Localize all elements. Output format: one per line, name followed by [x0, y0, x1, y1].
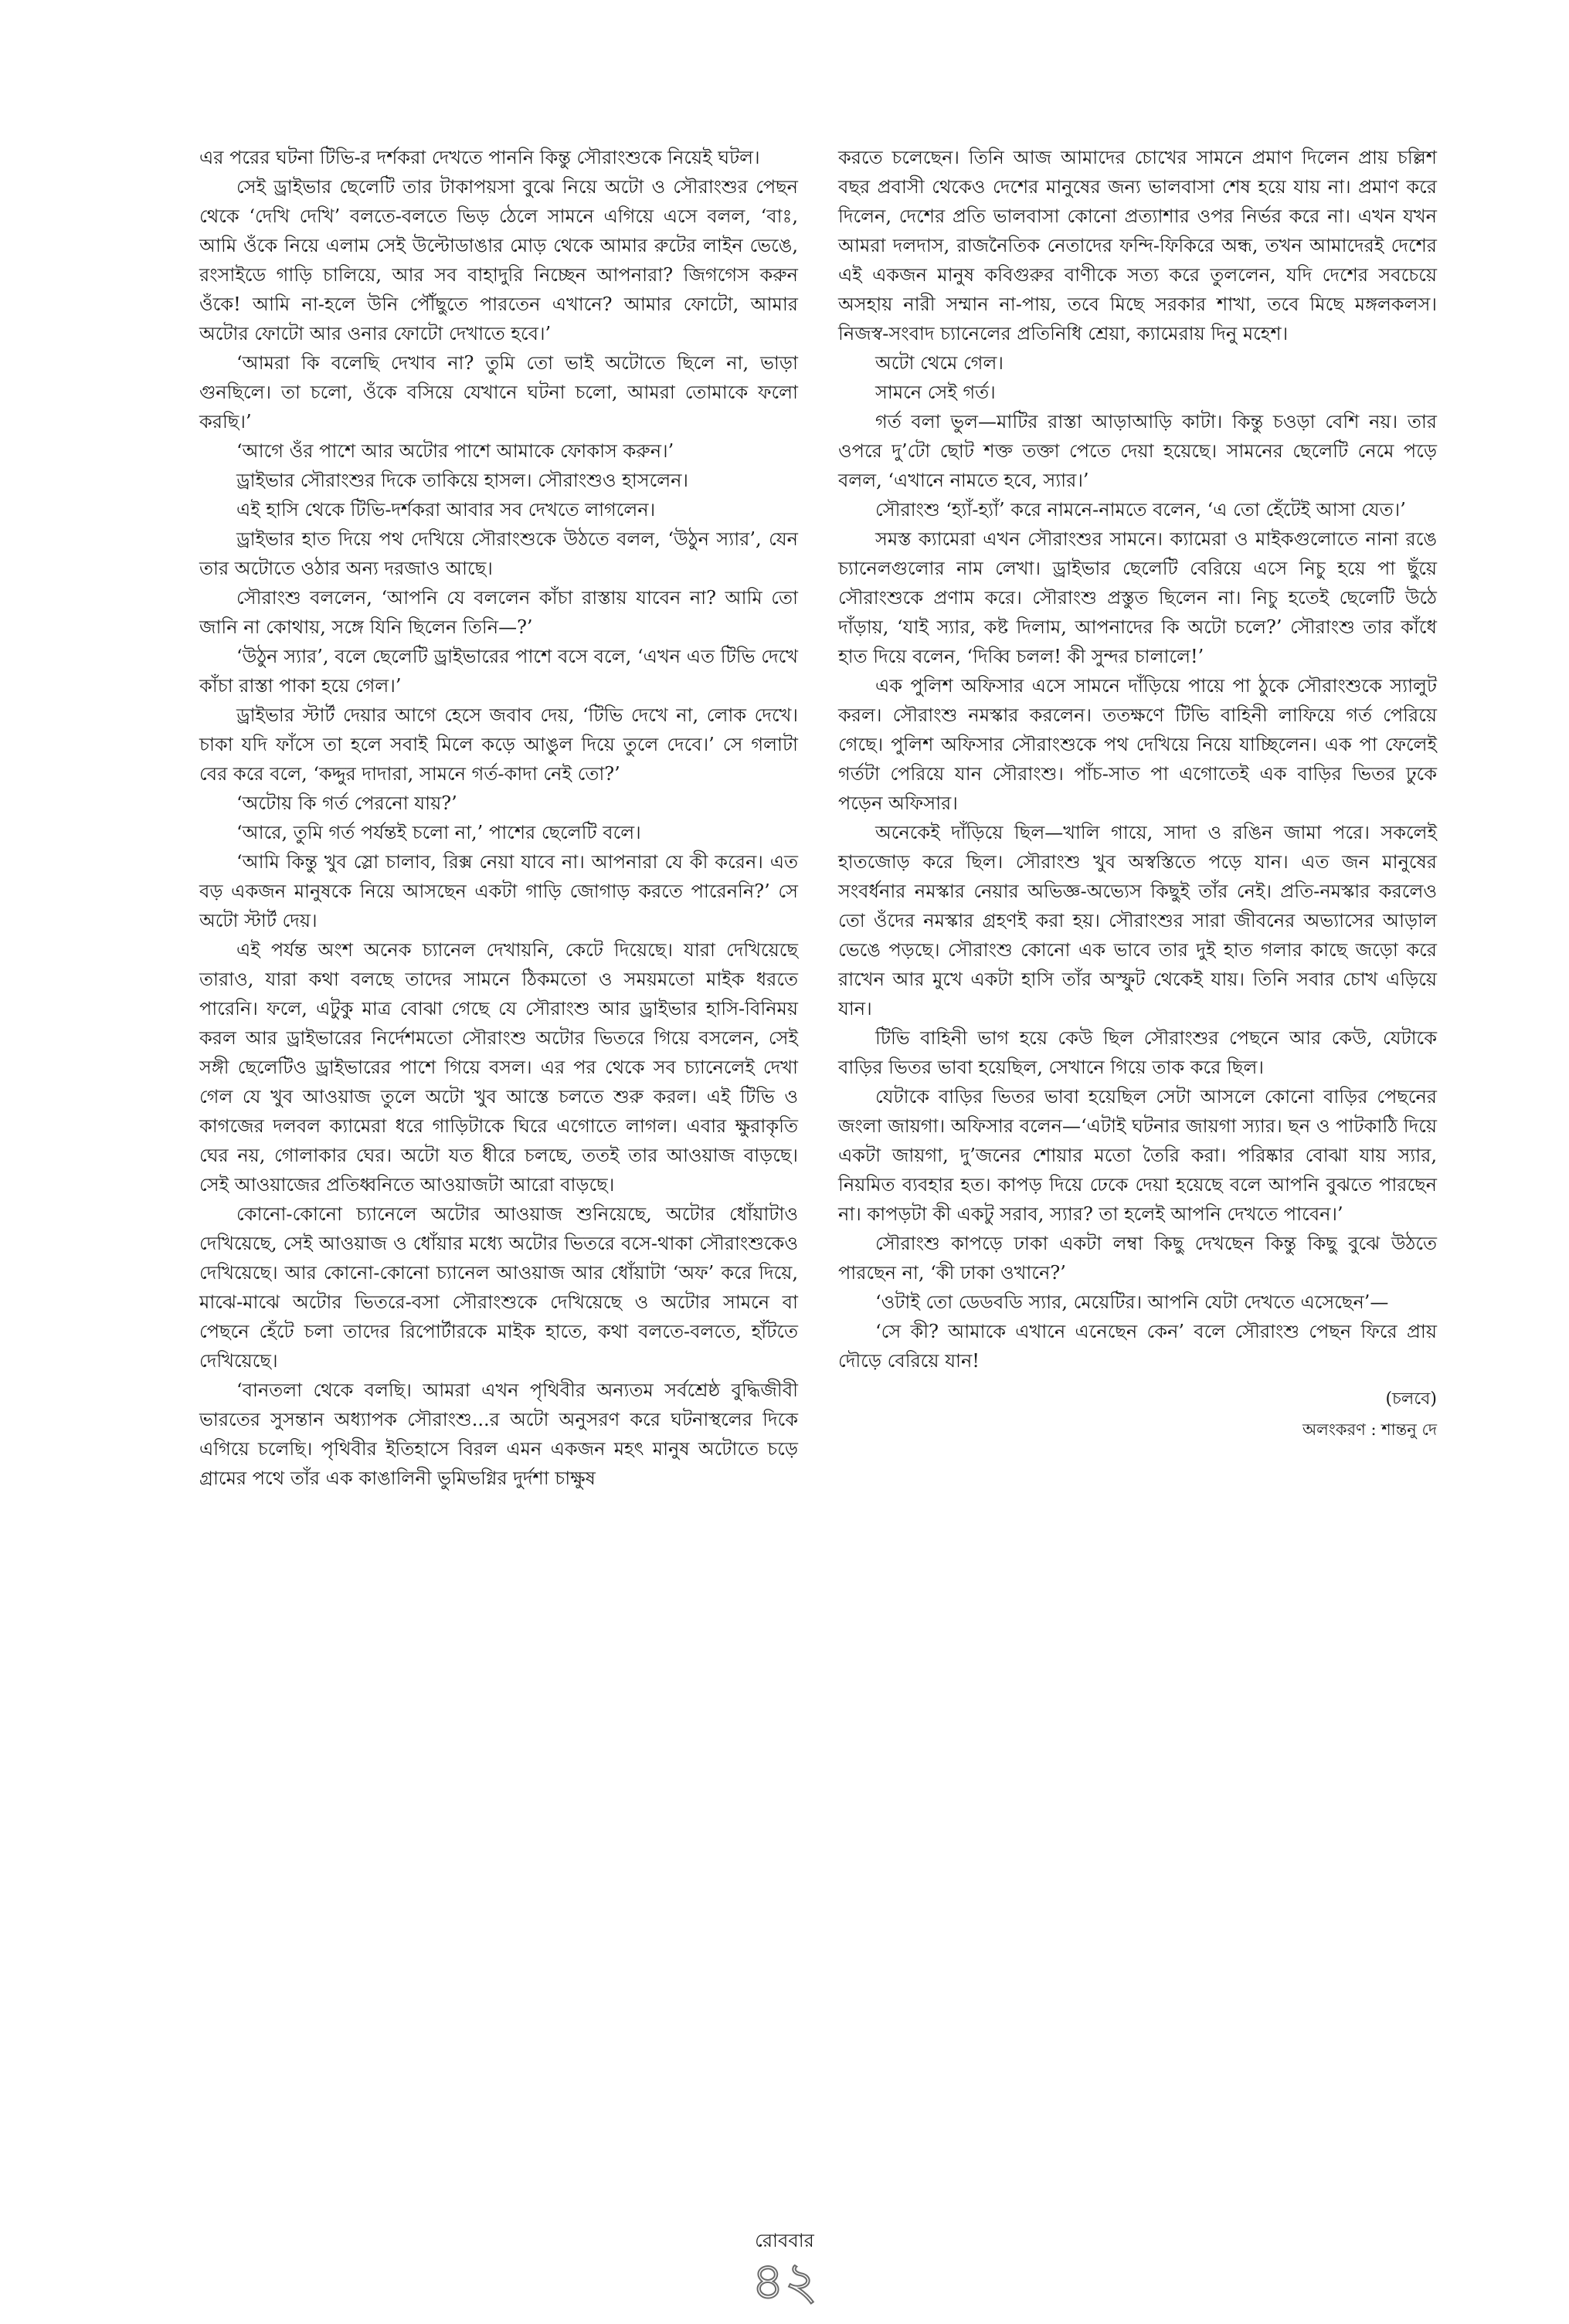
- paragraph: অটো থেমে গেল।: [875, 352, 1004, 374]
- paragraph: ‘আমি কিন্তু খুব স্লো চালাব, রিক্স নেয়া যাবে না। আপনারা যে কী করেন। এত বড় একজন মানুষকে নিয়ে আসছেন একটা গাড়ি জোগাড় করতে পারেননি?’ সে অটো স্টার্ট দেয়।: [199, 851, 798, 931]
- illustration-credit: অলংকরণ : শান্তনু দে: [1302, 1420, 1437, 1439]
- paragraph: সমস্ত ক্যামেরা এখন সৌরাংশুর সামনে। ক্যামেরা ও মাইকগুলোতে নানা রঙে চ্যানেলগুলোর নাম লেখা। ড্রাইভার ছেলেটি বেরিয়ে এসে নিচু হয়ে পা ছুঁয়ে সৌরাংশুকে প্রণাম করে। সৌরাংশু প্রস্তুত ছিলেন না। নিচু হতেই ছেলেটি উঠে দাঁড়ায়, ‘যাই স্যার, কষ্ট দিলাম, আপনাদের কি অটো চলে?’ সৌরাংশু তার কাঁধে হাত দিয়ে বলেন, ‘দিব্বি চলল! কী সুন্দর চালালে!’: [838, 528, 1437, 667]
- paragraph: সৌরাংশু ‘হ্যাঁ-হ্যাঁ’ করে নামনে-নামতে বলেন, ‘এ তো হেঁটেই আসা যেত।’: [875, 499, 1406, 521]
- paragraph: করতে চলেছেন। তিনি আজ আমাদের চোখের সামনে প্রমাণ দিলেন প্রায় চল্লিশ বছর প্রবাসী থেকেও দেশের মানুষের জন্য ভালবাসা শেষ হয়ে যায় না। প্রমাণ করে দিলেন, দেশের প্রতি ভালবাসা কোনো প্রত্যাশার ওপর নির্ভর করে না। এখন যখন আমরা দলদাস, রাজনৈতিক নেতাদের ফন্দি-ফিকিরে অন্ধ, তখন আমাদেরই দেশের এই একজন মানুষ কবিগুরুর বাণীকে সত্য করে তুললেন, যদি দেশের সবচেয়ে অসহায় নারী সম্মান না-পায়, তবে মিছে সরকার শাখা, তবে মিছে মঙ্গলকলস। নিজস্ব-সংবাদ চ্যানেলের প্রতিনিধি শ্রেয়া, ক্যামেরায় দিনু মহেশ।: [838, 147, 1437, 344]
- continued-label: (চলবে): [1385, 1389, 1437, 1409]
- right-column: [838, 143, 1437, 1442]
- paragraph: ‘বানতলা থেকে বলছি। আমরা এখন পৃথিবীর অন্যতম সর্বশ্রেষ্ঠ বুদ্ধিজীবী ভারতের সুসন্তান অধ্যাপক সৌরাংশু...র অটো অনুসরণ করে ঘটনাস্থলের দিকে এগিয়ে চলেছি। পৃথিবীর ইতিহাসে বিরল এমন একজন মহৎ মানুষ অটোতে চড়ে গ্রামের পথে তাঁর এক কাঙালিনী ভুমিভগ্নির দুর্দশা চাক্ষুষ: [199, 1379, 798, 1489]
- paragraph: সৌরাংশু কাপড়ে ঢাকা একটা লম্বা কিছু দেখছেন কিন্তু কিছু বুঝে উঠতে পারছেন না, ‘কী ঢাকা ওখানে?’: [838, 1233, 1437, 1284]
- paragraph: অনেকেই দাঁড়িয়ে ছিল—খালি গায়ে, সাদা ও রঙিন জামা পরে। সকলেই হাতজোড় করে ছিল। সৌরাংশু খুব অস্বস্তিতে পড়ে যান। এত জন মানুষের সংবর্ধনার নমস্কার নেয়ার অভিজ্ঞ-অভ্যেস কিছুই তাঁর নেই। প্রতি-নমস্কার করলেও তো ওঁদের নমস্কার গ্রহণই করা হয়। সৌরাংশুর সারা জীবনের অভ্যাসের আড়াল ভেঙে পড়ছে। সৌরাংশু কোনো এক ভাবে তার দুই হাত গলার কাছে জড়ো করে রাখেন আর মুখে একটা হাসি তাঁর অস্ফুট থেকেই যায়। তিনি সবার চোখ এড়িয়ে যান।: [838, 822, 1437, 1020]
- paragraph: ‘আগে ওঁর পাশে আর অটোর পাশে আমাকে ফোকাস করুন।’: [236, 440, 674, 462]
- paragraph: এই পর্যন্ত অংশ অনেক চ্যানেল দেখায়নি, কেটে দিয়েছে। যারা দেখিয়েছে তারাও, যারা কথা বলছে তাদের সামনে ঠিকমতো ও সময়মতো মাইক ধরতে পারেনি। ফলে, এটুকু মাত্র বোঝা গেছে যে সৌরাংশু আর ড্রাইভার হাসি-বিনিময় করল আর ড্রাইভারের নির্দেশমতো সৌরাংশু অটোর ভিতরে গিয়ে বসলেন, সেই সঙ্গী ছেলেটিও ড্রাইভারের পাশে গিয়ে বসল। এর পর থেকে সব চ্যানেলেই দেখা গেল যে খুব আওয়াজ তুলে অটো খুব আস্তে চলতে শুরু করল। এই টিভি ও কাগজের দলবল ক্যামেরা ধরে গাড়িটাকে ঘিরে এগোতে লাগল। এবার ক্ষুরাকৃতি ঘের নয়, গোলাকার ঘের। অটো যত ধীরে চলছে, ততই তার আওয়াজ বাড়ছে। সেই আওয়াজের প্রতিধ্বনিতে আওয়াজটা আরো বাড়ছে।: [199, 939, 798, 1196]
- paragraph: টিভি বাহিনী ভাগ হয়ে কেউ ছিল সৌরাংশুর পেছনে আর কেউ, যেটাকে বাড়ির ভিতর ভাবা হয়েছিল, সেখানে গিয়ে তাক করে ছিল।: [838, 1027, 1437, 1078]
- paragraph: যেটাকে বাড়ির ভিতর ভাবা হয়েছিল সেটা আসলে কোনো বাড়ির পেছনের জংলা জায়গা। অফিসার বলেন—‘এটাই ঘটনার জায়গা স্যার। ছন ও পাটকাঠি দিয়ে একটা জায়গা, দু’জনের শোয়ার মতো তৈরি করা। পরিষ্কার বোঝা যায় স্যার, নিয়মিত ব্যবহার হত। কাপড় দিয়ে ঢেকে দেয়া হয়েছে বলে আপনি বুঝতে পারছেন না। কাপড়টা কী একটু সরাব, স্যার? তা হলেই আপনি দেখতে পাবেন।’: [838, 1086, 1437, 1225]
- paragraph: ‘সে কী? আমাকে এখানে এনেছেন কেন’ বলে সৌরাংশু পেছন ফিরে প্রায় দৌড়ে বেরিয়ে যান!: [838, 1321, 1437, 1372]
- paragraph: সামনে সেই গর্ত।: [875, 382, 996, 403]
- paragraph: ‘ওটাই তো ডেডবডি স্যার, মেয়েটির। আপনি যেটা দেখতে এসেছেন’—: [875, 1291, 1389, 1313]
- right-column-paragraphs: [838, 143, 1437, 1376]
- paragraph: ড্রাইভার সৌরাংশুর দিকে তাকিয়ে হাসল। সৌরাংশুও হাসলেন।: [236, 470, 689, 491]
- page-number: ৪২: [751, 2251, 818, 2311]
- magazine-name: রোববার: [755, 2230, 814, 2251]
- paragraph: ‘উঠুন স্যার’, বলে ছেলেটি ড্রাইভারের পাশে বসে বলে, ‘এখন এত টিভি দেখে কাঁচা রাস্তা পাকা হয়ে গেল।’: [199, 646, 798, 697]
- paragraph: ‘অটোয় কি গর্ত পেরনো যায়?’: [236, 792, 457, 814]
- paragraph: ড্রাইভার হাত দিয়ে পথ দেখিয়ে সৌরাংশুকে উঠতে বলল, ‘উঠুন স্যার’, যেন তার অটোতে ওঠার অন্য দরজাও আছে।: [199, 528, 798, 579]
- paragraph: এর পরের ঘটনা টিভি-র দর্শকরা দেখতে পাননি কিন্তু সৌরাংশুকে নিয়েই ঘটল।: [199, 147, 760, 168]
- paragraph: ড্রাইভার স্টার্ট দেয়ার আগে হেসে জবাব দেয়, ‘টিভি দেখে না, লোক দেখে। চাকা যদি ফাঁসে তা হলে সবাই মিলে কড়ে আঙুল দিয়ে তুলে দেবে।’ সে গলাটা বের করে বলে, ‘কদ্দুর দাদারা, সামনে গর্ত-কাদা নেই তো?’: [199, 704, 798, 785]
- left-column: [199, 143, 798, 1493]
- paragraph: ‘আমরা কি বলেছি দেখাব না? তুমি তো ভাই অটোতে ছিলে না, ভাড়া গুনছিলে। তা চলো, ওঁকে বসিয়ে যেখানে ঘটনা চলো, আমরা তোমাকে ফলো করছি।’: [199, 352, 798, 433]
- paragraph: কোনো-কোনো চ্যানেলে অটোর আওয়াজ শুনিয়েছে, অটোর ধোঁয়াটাও দেখিয়েছে, সেই আওয়াজ ও ধোঁয়ার মধ্যে অটোর ভিতরে বসে-থাকা সৌরাংশুকেও দেখিয়েছে। আর কোনো-কোনো চ্যানেল আওয়াজ আর ধোঁয়াটা ‘অফ’ করে দিয়ে, মাঝে-মাঝে অটোর ভিতরে-বসা সৌরাংশুকে দেখিয়েছে ও অটোর সামনে বা পেছনে হেঁটে চলা তাদের রিপোর্টারকে মাইক হাতে, কথা বলতে-বলতে, হাঁটতে দেখিয়েছে।: [199, 1203, 798, 1372]
- paragraph: সৌরাংশু বললেন, ‘আপনি যে বললেন কাঁচা রাস্তায় যাবেন না? আমি তো জানি না কোথায়, সঙ্গে যিনি ছিলেন তিনি—?’: [199, 587, 798, 638]
- paragraph: এই হাসি থেকে টিভি-দর্শকরা আবার সব দেখতে লাগলেন।: [236, 499, 656, 521]
- paragraph: ‘আরে, তুমি গর্ত পর্যন্তই চলো না,’ পাশের ছেলেটি বলে।: [236, 822, 641, 843]
- paragraph: সেই ড্রাইভার ছেলেটি তার টাকাপয়সা বুঝে নিয়ে অটো ও সৌরাংশুর পেছন থেকে ‘দেখি দেখি’ বলতে-বলতে ভিড় ঠেলে সামনে এগিয়ে এসে বলল, ‘বাঃ, আমি ওঁকে নিয়ে এলাম সেই উল্টোডাঙার মোড় থেকে আমার রুটের লাইন ভেঙে, রংসাইডে গাড়ি চালিয়ে, আর সব বাহাদুরি নিচ্ছেন আপনারা? জিগগেস করুন ওঁকে! আমি না-হলে উনি পৌঁছুতে পারতেন এখানে? আমার ফোটো, আমার অটোর ফোটো আর ওনার ফোটো দেখাতে হবে।’: [199, 176, 798, 344]
- paragraph: এক পুলিশ অফিসার এসে সামনে দাঁড়িয়ে পায়ে পা ঠুকে সৌরাংশুকে স্যালুট করল। সৌরাংশু নমস্কার করলেন। ততক্ষণে টিভি বাহিনী লাফিয়ে গর্ত পেরিয়ে গেছে। পুলিশ অফিসার সৌরাংশুকে পথ দেখিয়ে নিয়ে যাচ্ছিলেন। এক পা ফেলেই গর্তটা পেরিয়ে যান সৌরাংশু। পাঁচ-সাত পা এগোতেই এক বাড়ির ভিতর ঢুকে পড়েন অফিসার।: [838, 675, 1437, 814]
- paragraph: গর্ত বলা ভুল—মাটির রাস্তা আড়াআড়ি কাটা। কিন্তু চওড়া বেশি নয়। তার ওপরে দু’টো ছোট শক্ত তক্তা পেতে দেয়া হয়েছে। সামনের ছেলেটি নেমে পড়ে বলল, ‘এখানে নামতে হবে, স্যার।’: [838, 411, 1437, 491]
